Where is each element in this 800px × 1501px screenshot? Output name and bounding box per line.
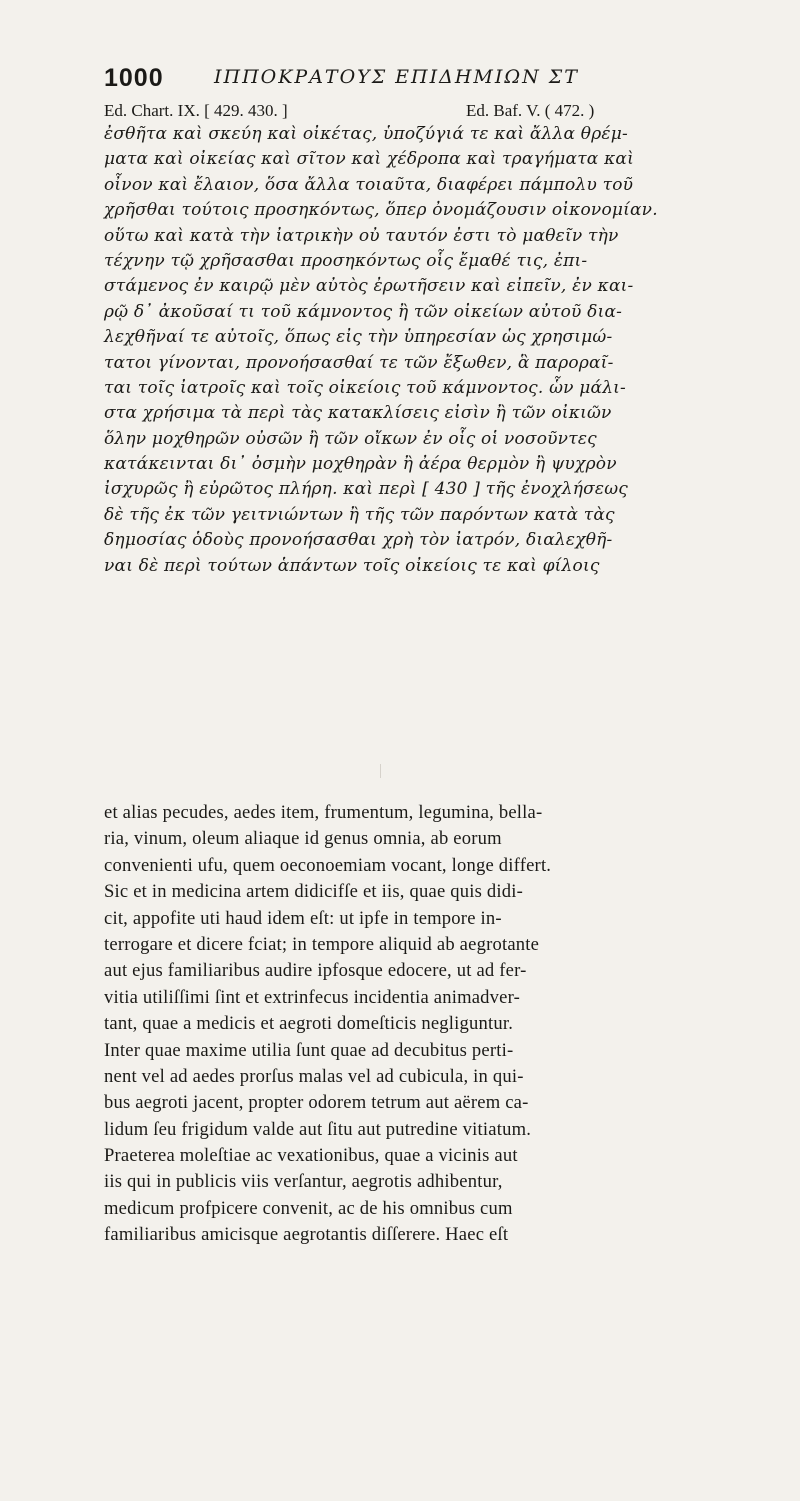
latin-line: aut ejus familiaribus audire ipfosque edocere, ut ad fer- [104,960,527,982]
greek-line: στάμενος ἐν καιρῷ μὲν αὐτὸς ἐρωτῆσειν καὶ εἰπεῖν, ἐν και- [104,276,634,297]
latin-line: et alias pecudes, aedes item, frumentum, legumina, bella- [104,802,543,823]
latin-line: medicum profpicere convenit, ac de his omnibus cum [104,1197,513,1219]
latin-line: iis qui in publicis viis verſantur, aegrotis adhibentur, [104,1171,503,1193]
page-header [104,64,704,98]
greek-line: λεχθῆναί τε αὐτοῖς, ὅπως εἰς τὴν ὑπηρεσίαν ὡς χρησιμώ- [104,327,613,348]
greek-line: ται τοῖς ἰατροῖς καὶ τοῖς οἰκείοις τοῦ κάμνοντος. ὧν μάλι- [104,377,626,398]
greek-line: οἶνον καὶ ἔλαιον, ὅσα ἄλλα τοιαῦτα, διαφέρει πάμπολυ τοῦ [104,174,634,195]
latin-line: bus aegroti jacent, propter odorem tetrum aut aërem ca- [104,1092,529,1114]
latin-line: familiaribus amicisque aegrotantis diſſerere. Haec eſt [104,1224,509,1246]
greek-line: ναι δὲ περὶ τούτων ἁπάντων τοῖς οἰκείοις τε καὶ φίλοις [104,555,600,576]
edition-reference-basel: Ed. Baf. V. ( 472. ) [466,101,595,120]
latin-line: lidum ſeu frigidum valde aut ſitu aut putredine vitiatum. [104,1118,532,1140]
greek-line: χρῆσθαι τούτοις προσηκόντως, ὅπερ ὀνομάζουσιν οἰκονομίαν. [104,200,658,221]
greek-line: ἐσθῆτα καὶ σκεύη καὶ οἰκέτας, ὑποζύγιά τε καὶ ἄλλα θρέμ- [104,124,628,144]
latin-line: terrogare et dicere fciat; in tempore aliquid ab aegrotante [104,933,540,955]
greek-line: τατοι γίνονται, προνοήσασθαί τε τῶν ἔξωθεν, ἃ παροραῖ- [104,352,614,373]
latin-line: convenienti ufu, quem oeconoemiam vocant, longe differt. [104,854,552,876]
greek-line: δημοσίας ὁδοὺς προνοήσασθαι χρὴ τὸν ἰατρόν, διαλεχθῆ- [104,530,613,551]
running-title: ΙΠΠΟΚΡΑΤΟΥΣ ΕΠΙΔΗΜΙΩΝ ΣΤ [214,66,579,88]
latin-line: tant, quae a medicis et aegroti domeſticis negliguntur. [104,1013,514,1035]
section-divider-mark [380,764,389,778]
latin-line: cit, appofite uti haud idem eſt: ut ipfe in tempore in- [104,907,502,929]
greek-line: ματα καὶ οἰκείας καὶ σῖτον καὶ χέδροπα καὶ τραγήματα καὶ [104,149,634,170]
greek-line: ὅλην μοχθηρῶν οὐσῶν ἢ τῶν οἴκων ἐν οἷς οἱ νοσοῦντες [104,428,597,449]
greek-line: στα χρήσιμα τὰ περὶ τὰς κατακλίσεις εἰσὶν ἢ τῶν οἰκιῶν [104,403,612,424]
latin-line: Inter quae maxime utilia ſunt quae ad decubitus perti- [104,1039,514,1061]
greek-line: τέχνην τῷ χρῆσασθαι προσηκόντως οἷς ἔμαθέ τις, ἐπι- [104,250,588,271]
latin-line: nent vel ad aedes prorſus malas vel ad cubicula, in qui- [104,1065,524,1087]
greek-line: δὲ τῆς ἐκ τῶν γειτνιώντων ἢ τῆς τῶν παρόντων κατὰ τὰς [104,504,615,525]
latin-line: ria, vinum, oleum aliaque id genus omnia, ab eorum [104,828,502,850]
greek-text-block [104,122,724,579]
latin-text-block [104,800,724,1249]
greek-line: ἰσχυρῶς ἢ εὐρῶτος πλήρη. καὶ περὶ [ 430 ] τῆς ἐνοχλήσεως [104,479,629,500]
latin-line: Praeterea moleſtiae ac vexationibus, quae a vicinis aut [104,1145,518,1167]
latin-line: vitia utiliſſimi ſint et extrinfecus incidentia animadver- [104,986,521,1008]
page-number: 1000 [104,64,164,92]
greek-line: οὕτω καὶ κατὰ τὴν ἰατρικὴν οὐ ταυτόν ἐστι τὸ μαθεῖν τὴν [104,225,619,246]
latin-line: Sic et in medicina artem didicifſe et iis, quae quis didi- [104,881,524,903]
greek-line: ρῷ δ᾽ ἀκοῦσαί τι τοῦ κάμνοντος ἢ τῶν οἰκείων αὐτοῦ δια- [104,301,623,322]
greek-line: κατάκεινται δι᾽ ὀσμὴν μοχθηρὰν ἢ ἀέρα θερμὸν ἢ ψυχρὸν [104,454,617,475]
edition-reference-chartier: Ed. Chart. IX. [ 429. 430. ] [104,101,288,120]
